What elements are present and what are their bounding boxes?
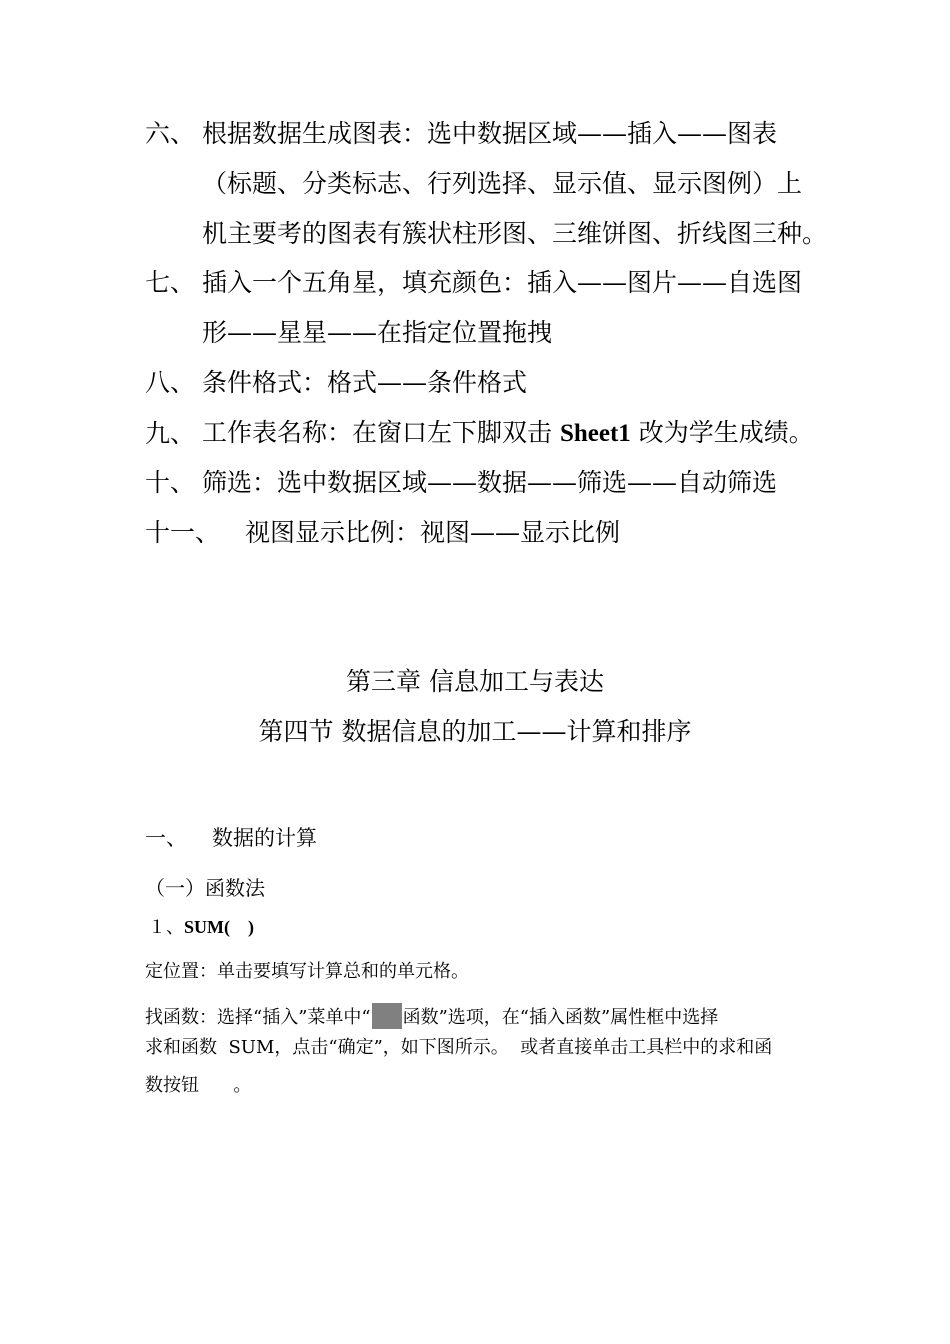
item-11-number: 十一、: [145, 518, 221, 547]
paragraph-find-line-2: 求和函数 SUM，点击“确定”，如下图所示。 或者直接单击工具栏中的求和函: [145, 1037, 773, 1058]
paragraph-find-before: 找函数：选择“插入”菜单中“: [145, 1007, 371, 1028]
section-title: 第四节 数据信息的加工——计算和排序: [258, 717, 692, 746]
item-6-line-2: （标题、分类标志、行列选择、显示值、显示图例）上: [202, 169, 803, 198]
item-9-text-post: 改为学生成绩。: [630, 418, 814, 447]
paragraph-find-line-3: 数按钮 。: [145, 1075, 252, 1096]
subsection-2-title: （一）函数法: [145, 876, 265, 900]
item-6-line-1: 根据数据生成图表：选中数据区域——插入——图表: [202, 119, 778, 148]
item-9-sheet-name: Sheet1: [559, 420, 631, 447]
item-7-line-2: 形——星星——在指定位置拖拽: [202, 318, 553, 347]
subsection-1-title: 数据的计算: [212, 826, 317, 850]
item-8-line-1: 条件格式：格式——条件格式: [202, 368, 528, 397]
item-6-number: 六、: [145, 119, 196, 148]
item-7-number: 七、: [145, 268, 196, 297]
insert-function-icon: [372, 1003, 402, 1029]
item-8-number: 八、: [145, 368, 196, 397]
subsection-1-number: 一、: [145, 826, 187, 850]
item-9-line: [202, 420, 814, 446]
item-10-line-1: 筛选：选中数据区域——数据——筛选——自动筛选: [202, 468, 778, 497]
subsection-3-number: １、: [148, 917, 184, 938]
paragraph-find-line-1: [145, 1003, 718, 1029]
item-6-line-3: 机主要考的图表有簇状柱形图、三维饼图、折线图三种。: [202, 219, 828, 248]
subsection-3-title: SUM( ): [184, 917, 254, 937]
subsection-3: [148, 913, 254, 939]
chapter-title: 第三章 信息加工与表达: [346, 667, 604, 696]
paragraph-find-after: 函数”选项，在“插入函数”属性框中选择: [402, 1007, 719, 1028]
item-9-text-pre: 工作表名称：在窗口左下脚双击: [202, 418, 560, 447]
item-9-number: 九、: [145, 419, 196, 448]
paragraph-locate: 定位置：单击要填写计算总和的单元格。: [145, 961, 469, 982]
item-10-number: 十、: [145, 468, 196, 497]
item-11-line-1: 视图显示比例：视图——显示比例: [245, 518, 621, 547]
item-7-line-1: 插入一个五角星，填充颜色：插入——图片——自选图: [202, 268, 803, 297]
